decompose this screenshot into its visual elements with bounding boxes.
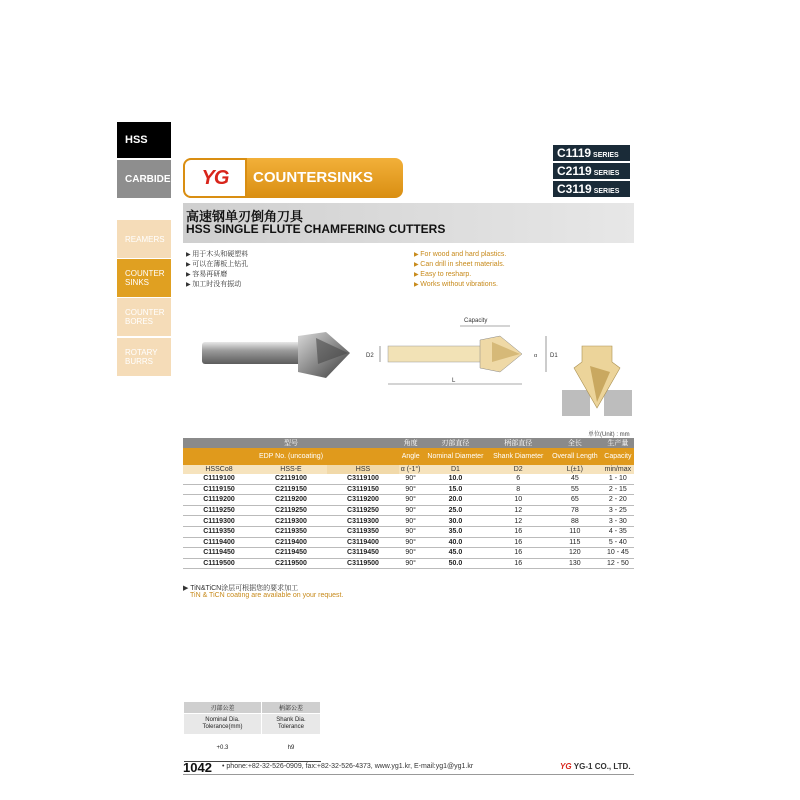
table-cell: C3119100 — [327, 474, 399, 484]
coating-note-cn: ▶ TiN&TiCN涂层可根据您的要求加工 — [183, 585, 299, 592]
tab-counter-bores-line1: COUNTER — [125, 308, 165, 317]
page-title-cn: 高速钢单刃倒角刀具 — [186, 209, 304, 224]
features-cn — [186, 250, 248, 290]
drawing-shank — [388, 346, 484, 362]
table-cell: 35.0 — [422, 526, 488, 537]
table-cell: 25.0 — [422, 505, 488, 516]
table-cell: 6 — [489, 474, 548, 484]
coating-note-en: TiN & TiCN coating are available on your request. — [190, 592, 344, 599]
feature-item: ▶ 可以在薄板上钻孔 — [186, 260, 248, 270]
table-cell: 2 - 20 — [602, 495, 634, 506]
table-cell: 90° — [399, 516, 422, 527]
table-cell: 88 — [548, 516, 602, 527]
series-suffix: SERIES — [593, 170, 620, 177]
table-cell: C3119300 — [327, 516, 399, 527]
tab-hss[interactable]: HSS — [117, 122, 171, 158]
table-cell: C2119250 — [255, 505, 327, 516]
col-head-sub: α (-1°) — [400, 466, 421, 473]
label-length: L — [452, 378, 456, 384]
table-row — [183, 537, 634, 548]
table-cell: 55 — [548, 484, 602, 495]
technical-drawing — [360, 312, 560, 392]
table-cell: C1119450 — [183, 548, 255, 559]
table-cell: C2119300 — [255, 516, 327, 527]
feature-item: ▶ 容易再研磨 — [186, 270, 248, 280]
table-cell: 1 - 10 — [602, 474, 634, 484]
col-head-en: Capacity — [602, 448, 634, 465]
table-cell: 90° — [399, 537, 422, 548]
contact-info: • phone:+82-32-526-0909, fax:+82-32-526-4373, www.yg1.kr, E-mail:yg1@yg1.kr — [222, 763, 474, 770]
col-head-sub: D2 — [489, 465, 548, 474]
table-cell: C3119500 — [327, 558, 399, 569]
table-cell: 90° — [399, 474, 422, 484]
tol-value: h9 — [261, 735, 320, 762]
table-cell: C1119300 — [183, 516, 255, 527]
table-cell: 12 — [489, 505, 548, 516]
table-cell: C2119400 — [255, 537, 327, 548]
table-cell: 16 — [489, 526, 548, 537]
table-cell: C2119500 — [255, 558, 327, 569]
tab-counter-bores[interactable] — [117, 298, 171, 336]
table-cell: 10 — [489, 495, 548, 506]
table-cell: C3119250 — [327, 505, 399, 516]
product-photo — [198, 328, 358, 388]
table-row — [183, 548, 634, 559]
footer-logo: YG — [560, 762, 572, 771]
spec-table — [183, 438, 634, 569]
table-cell: 16 — [489, 537, 548, 548]
tab-reamers[interactable] — [117, 220, 171, 258]
category-banner — [183, 158, 403, 198]
table-cell: 65 — [548, 495, 602, 506]
tol-value: +0.3 — [184, 735, 262, 762]
table-cell: C1119500 — [183, 558, 255, 569]
usage-illustration — [560, 342, 634, 420]
label-d1: D1 — [550, 353, 558, 359]
series-badge-c1119 — [553, 145, 630, 161]
table-cell: 16 — [489, 558, 548, 569]
col-head-cn: 刃部直径 — [422, 438, 488, 448]
yg-logo: YG — [183, 158, 247, 198]
table-cell: 45 — [548, 474, 602, 484]
col-head-en: Angle — [399, 448, 422, 465]
unit-label: 单位(Unit) : mm — [588, 432, 630, 438]
tol-head-cn: 柄部公差 — [261, 702, 320, 714]
table-cell: 130 — [548, 558, 602, 569]
col-head-sub: D1 — [422, 465, 488, 474]
table-cell: 3 - 25 — [602, 505, 634, 516]
feature-item: ▶ Works without vibrations. — [414, 280, 506, 290]
table-cell: 90° — [399, 558, 422, 569]
table-cell: C1119200 — [183, 495, 255, 506]
table-cell: 10.0 — [422, 474, 488, 484]
table-cell: 40.0 — [422, 537, 488, 548]
table-cell: 12 - 50 — [602, 558, 634, 569]
table-cell: C2119150 — [255, 484, 327, 495]
table-row — [183, 558, 634, 569]
label-d2: D2 — [366, 353, 374, 359]
tol-head-cn: 刃部公差 — [184, 702, 262, 714]
table-cell: 115 — [548, 537, 602, 548]
table-cell: 30.0 — [422, 516, 488, 527]
table-cell: C2119350 — [255, 526, 327, 537]
table-cell: C1119400 — [183, 537, 255, 548]
table-cell: 110 — [548, 526, 602, 537]
page-number: 1042 — [183, 760, 212, 775]
col-head-en: Nominal Diameter — [422, 448, 488, 465]
col-head-cn: 全长 — [548, 438, 602, 448]
table-cell: 12 — [489, 516, 548, 527]
col-head-sub: min/max — [602, 465, 634, 474]
table-cell: C1119100 — [183, 474, 255, 484]
feature-item: ▶ Can drill in sheet materials. — [414, 260, 506, 270]
table-row — [183, 495, 634, 506]
table-cell: 4 - 35 — [602, 526, 634, 537]
table-cell: 2 - 15 — [602, 484, 634, 495]
shank-shape — [202, 342, 306, 364]
table-cell: 90° — [399, 495, 422, 506]
table-cell: 90° — [399, 484, 422, 495]
col-head-sub: L(±1) — [548, 465, 602, 474]
feature-item: ▶ 加工时没有振动 — [186, 280, 248, 290]
series-badge-c2119 — [553, 163, 630, 179]
tab-reamers-label: REAMERS — [125, 234, 165, 244]
col-head-en: Shank Diameter — [489, 448, 548, 465]
table-cell: 50.0 — [422, 558, 488, 569]
table-cell: 120 — [548, 548, 602, 559]
table-cell: C1119250 — [183, 505, 255, 516]
table-cell: C3119350 — [327, 526, 399, 537]
table-cell: 15.0 — [422, 484, 488, 495]
table-cell: C2119100 — [255, 474, 327, 484]
series-code: C2119 — [557, 164, 592, 178]
table-cell: 90° — [399, 548, 422, 559]
table-cell: C3119400 — [327, 537, 399, 548]
series-code: C1119 — [557, 146, 592, 160]
series-badge-c3119 — [553, 181, 630, 197]
series-code: C3119 — [557, 182, 592, 196]
table-cell: C3119150 — [327, 484, 399, 495]
table-row — [183, 516, 634, 527]
col-head-cn: 生产量 — [602, 438, 634, 448]
table-cell: 20.0 — [422, 495, 488, 506]
feature-item: ▶ Easy to resharp. — [414, 270, 506, 280]
table-row — [183, 526, 634, 537]
series-suffix: SERIES — [593, 188, 620, 195]
company-name — [560, 762, 631, 771]
company-text: YG-1 CO., LTD. — [573, 762, 631, 771]
table-cell: 16 — [489, 548, 548, 559]
tol-head-en: Nominal Dia. Tolerance(mm) — [184, 714, 262, 735]
features-en — [414, 250, 506, 290]
table-row — [183, 484, 634, 495]
feature-item: ▶ 用于木头和硬塑料 — [186, 250, 248, 260]
table-cell: 90° — [399, 505, 422, 516]
table-cell: 90° — [399, 526, 422, 537]
series-suffix: SERIES — [593, 152, 619, 159]
tab-rotary-burrs-line1: ROTARY — [125, 348, 158, 357]
table-cell: C3119200 — [327, 495, 399, 506]
col-head-sub: HSS-E — [255, 465, 327, 474]
workpiece-right — [604, 390, 632, 416]
col-head-cn: 柄部直径 — [489, 438, 548, 448]
table-cell: 10 - 45 — [602, 548, 634, 559]
table-cell: C2119200 — [255, 495, 327, 506]
footer-divider — [183, 774, 634, 775]
table-cell: 8 — [489, 484, 548, 495]
tab-carbide[interactable]: CARBIDE — [117, 160, 171, 198]
table-row — [183, 474, 634, 484]
table-cell: 45.0 — [422, 548, 488, 559]
label-alpha: α — [534, 353, 538, 359]
col-head-en: EDP No. (uncoating) — [183, 448, 399, 465]
tab-counter-sinks[interactable] — [117, 259, 171, 297]
contact-text: phone:+82-32-526-0909, fax:+82-32-526-4373, www.yg1.kr, E-mail:yg1@yg1.kr — [226, 763, 474, 770]
col-head-sub: HSSCo8 — [183, 465, 255, 474]
category-title: COUNTERSINKS — [253, 169, 374, 186]
col-head-cn: 角度 — [399, 438, 422, 448]
table-cell: 5 - 40 — [602, 537, 634, 548]
table-cell: C1119350 — [183, 526, 255, 537]
workpiece-left — [562, 390, 590, 416]
tolerance-table — [183, 701, 321, 762]
tol-head-en: Shank Dia. Tolerance — [261, 714, 320, 735]
feature-item: ▶ For wood and hard plastics. — [414, 250, 506, 260]
table-cell: 78 — [548, 505, 602, 516]
table-cell: C2119450 — [255, 548, 327, 559]
page-title-en: HSS SINGLE FLUTE CHAMFERING CUTTERS — [186, 222, 446, 236]
col-head-cn: 型号 — [183, 438, 399, 448]
table-cell: C1119150 — [183, 484, 255, 495]
table-cell: 3 - 30 — [602, 516, 634, 527]
tab-counter-bores-line2: BORES — [125, 317, 154, 326]
table-cell: C3119450 — [327, 548, 399, 559]
tab-rotary-burrs-line2: BURRS — [125, 357, 154, 366]
tab-counter-sinks-line1: COUNTER — [125, 269, 165, 278]
coating-note-cn-text: TiN&TiCN涂层可根据您的要求加工 — [190, 585, 299, 592]
tab-rotary-burrs[interactable] — [117, 338, 171, 376]
col-head-sub: HSS — [327, 465, 399, 474]
label-capacity: Capacity — [464, 318, 488, 324]
col-head-en: Overall Length — [548, 448, 602, 465]
tab-counter-sinks-line2: SINKS — [125, 278, 150, 287]
table-row — [183, 505, 634, 516]
